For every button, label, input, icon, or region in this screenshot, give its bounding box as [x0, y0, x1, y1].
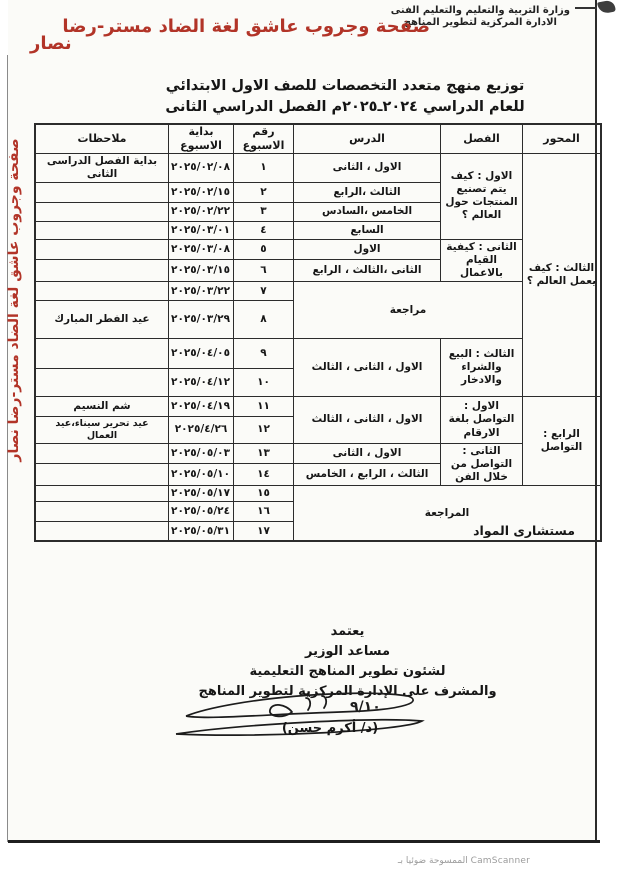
ministry-line1: وزارة التربية والتعليم والتعليم الفنى — [390, 5, 570, 16]
table-row — [36, 443, 601, 463]
mehwar-cell: الثالث : كيف يعمل العالم ؟ — [523, 153, 601, 397]
signer-name: (د/ أكرم حسن) — [281, 721, 379, 736]
table-row — [36, 486, 601, 502]
approval-line-deputy-minister: مساعد الوزير — [304, 644, 390, 659]
page-bottom-border — [8, 840, 600, 843]
week-start-cell: ٢٠٢٥/٠٢/١٥ — [169, 182, 234, 202]
notes-cell — [36, 339, 169, 369]
week-start-cell: ٢٠٢٥/٠٥/٣١ — [169, 522, 234, 541]
week-start-cell: ٢٠٢٥/٠٥/٢٤ — [169, 502, 234, 522]
week-start-cell: ٢٠٢٥/٠٤/١٩ — [169, 397, 234, 417]
red-banner-line2: نصار — [30, 33, 72, 54]
curriculum-table — [35, 124, 601, 541]
week-no-cell: ٨ — [234, 301, 294, 339]
fasl-cell: الثالث : البيع والشراء والادخار — [441, 339, 523, 397]
notes-cell — [36, 182, 169, 202]
notes-cell — [36, 502, 169, 522]
week-no-cell: ١٦ — [234, 502, 294, 522]
corner-smudge-mark — [597, 0, 616, 14]
lesson-cell: السابع — [294, 221, 441, 239]
week-no-cell: ١٥ — [234, 486, 294, 502]
lesson-cell: الثانى ،الثالث ، الرابع — [294, 259, 441, 281]
lesson-cell: الخامس ،السادس — [294, 202, 441, 221]
notes-cell — [36, 202, 169, 221]
notes-cell: عيد تحرير سيناء،عيد العمال — [36, 417, 169, 444]
signature-scribble — [172, 682, 428, 746]
notes-cell — [36, 443, 169, 463]
signature-date-marks: ٩/١٠ — [350, 699, 381, 715]
notes-cell — [36, 522, 169, 541]
table-row — [36, 339, 601, 369]
week-no-cell: ١ — [234, 153, 294, 182]
week-start-cell: ٢٠٢٥/٠٢/٢٢ — [169, 202, 234, 221]
table-row — [36, 282, 601, 301]
page-title — [155, 76, 535, 118]
table-header-row — [36, 125, 601, 154]
week-no-cell: ٩ — [234, 339, 294, 369]
approval-line-approved: يعتمد — [330, 624, 365, 639]
lesson-cell: الاول ، الثانى ، الثالث — [294, 339, 441, 397]
notes-cell — [36, 282, 169, 301]
fasl-cell: الاول : كيف يتم تصنيع المنتجات حول العالم ؟ — [441, 153, 523, 239]
fasl-cell: الثانى : كيفية القيام بالاعمال — [441, 239, 523, 281]
materials-consultants-label: مستشارى المواد — [473, 523, 575, 538]
week-no-cell: ٦ — [234, 259, 294, 281]
week-start-cell: ٢٠٢٥/٠٣/٠٨ — [169, 239, 234, 259]
lesson-cell: الاول ، الثانى — [294, 443, 441, 463]
week-no-cell: ١٠ — [234, 369, 294, 397]
notes-cell: بداية الفصل الدراسى الثانى — [36, 153, 169, 182]
col-header-fasl: الفصل — [441, 125, 523, 154]
lesson-cell: الاول ، الثانى — [294, 153, 441, 182]
col-header-week-no: رقم الاسبوع — [234, 125, 294, 154]
ministry-line2: الادارة المركزية لتطوير المناهج — [403, 16, 557, 28]
week-no-cell: ٢ — [234, 182, 294, 202]
review-merged-cell: المراجعة — [294, 486, 601, 541]
week-no-cell: ١٣ — [234, 443, 294, 463]
table-row — [36, 239, 601, 259]
review-merged-cell: مراجعة — [294, 282, 523, 339]
table-row — [36, 397, 601, 417]
week-no-cell: ٥ — [234, 239, 294, 259]
corner-fold-mark — [575, 7, 597, 9]
week-start-cell: ٢٠٢٥/٠٥/١٧ — [169, 486, 234, 502]
page-title-line1: توزيع منهج متعدد التخصصات للصف الاول الابتدائي — [165, 78, 525, 94]
col-header-mehwar: المحور — [523, 125, 601, 154]
notes-cell: شم النسيم — [36, 397, 169, 417]
lesson-cell: الثالث ، الرابع ، الخامس — [294, 464, 441, 486]
col-header-dars: الدرس — [294, 125, 441, 154]
week-start-cell: ٢٠٢٥/٠٤/٠٥ — [169, 339, 234, 369]
week-no-cell: ٤ — [234, 221, 294, 239]
col-header-notes: ملاحظات — [36, 125, 169, 154]
week-no-cell: ٧ — [234, 282, 294, 301]
notes-cell: عيد الفطر المبارك — [36, 301, 169, 339]
week-start-cell: ٢٠٢٥/٠٢/٠٨ — [169, 153, 234, 182]
week-no-cell: ١١ — [234, 397, 294, 417]
notes-cell — [36, 259, 169, 281]
camscanner-watermark: الممسوحة ضوئيا بـ CamScanner — [397, 856, 530, 866]
lesson-cell: الاول — [294, 239, 441, 259]
week-start-cell: ٢٠٢٥/٠٣/٠١ — [169, 221, 234, 239]
lesson-cell: الثالث ،الرابع — [294, 182, 441, 202]
mehwar-cell: الرابع : التواصل — [523, 397, 601, 486]
week-start-cell: ٢٠٢٥/٠٣/٢٩ — [169, 301, 234, 339]
week-no-cell: ٣ — [234, 202, 294, 221]
week-start-cell: ٢٠٢٥/٠٥/١٠ — [169, 464, 234, 486]
notes-cell — [36, 486, 169, 502]
week-start-cell: ٢٠٢٥/٤/٢٦ — [169, 417, 234, 444]
red-banner-line1: صفحة وجروب عاشق لغة الضاد مستر-رضا — [62, 16, 430, 37]
week-no-cell: ١٢ — [234, 417, 294, 444]
week-start-cell: ٢٠٢٥/٠٥/٠٣ — [169, 443, 234, 463]
week-no-cell: ١٧ — [234, 522, 294, 541]
table-row — [36, 153, 601, 182]
notes-cell — [36, 369, 169, 397]
lesson-cell: الاول ، الثانى ، الثالث — [294, 397, 441, 444]
notes-cell — [36, 464, 169, 486]
fasl-cell: الاول : التواصل بلغة الارقام — [441, 397, 523, 444]
week-start-cell: ٢٠٢٥/٠٣/٢٢ — [169, 282, 234, 301]
page-title-line2: للعام الدراسي ⁦٢٠٢٤ـ٢٠٢٥⁩م الفصل الدراسي الثانى — [165, 99, 525, 115]
approval-line-curriculum-affairs: لشئون تطوير المناهج التعليمية — [249, 664, 446, 679]
col-header-week-start: بداية الاسبوع — [169, 125, 234, 154]
notes-cell — [36, 221, 169, 239]
fasl-cell: الثانى : التواصل من خلال الفن — [441, 443, 523, 485]
notes-cell — [36, 239, 169, 259]
side-watermark-text: صفحة وجروب عاشق لغة الضاد مستر-رضا نصار — [6, 138, 22, 462]
week-no-cell: ١٤ — [234, 464, 294, 486]
approval-line-supervisor: والمشرف على الإدارة المركزية لتطوير المناهج — [198, 684, 497, 699]
week-start-cell: ٢٠٢٥/٠٤/١٢ — [169, 369, 234, 397]
week-start-cell: ٢٠٢٥/٠٣/١٥ — [169, 259, 234, 281]
